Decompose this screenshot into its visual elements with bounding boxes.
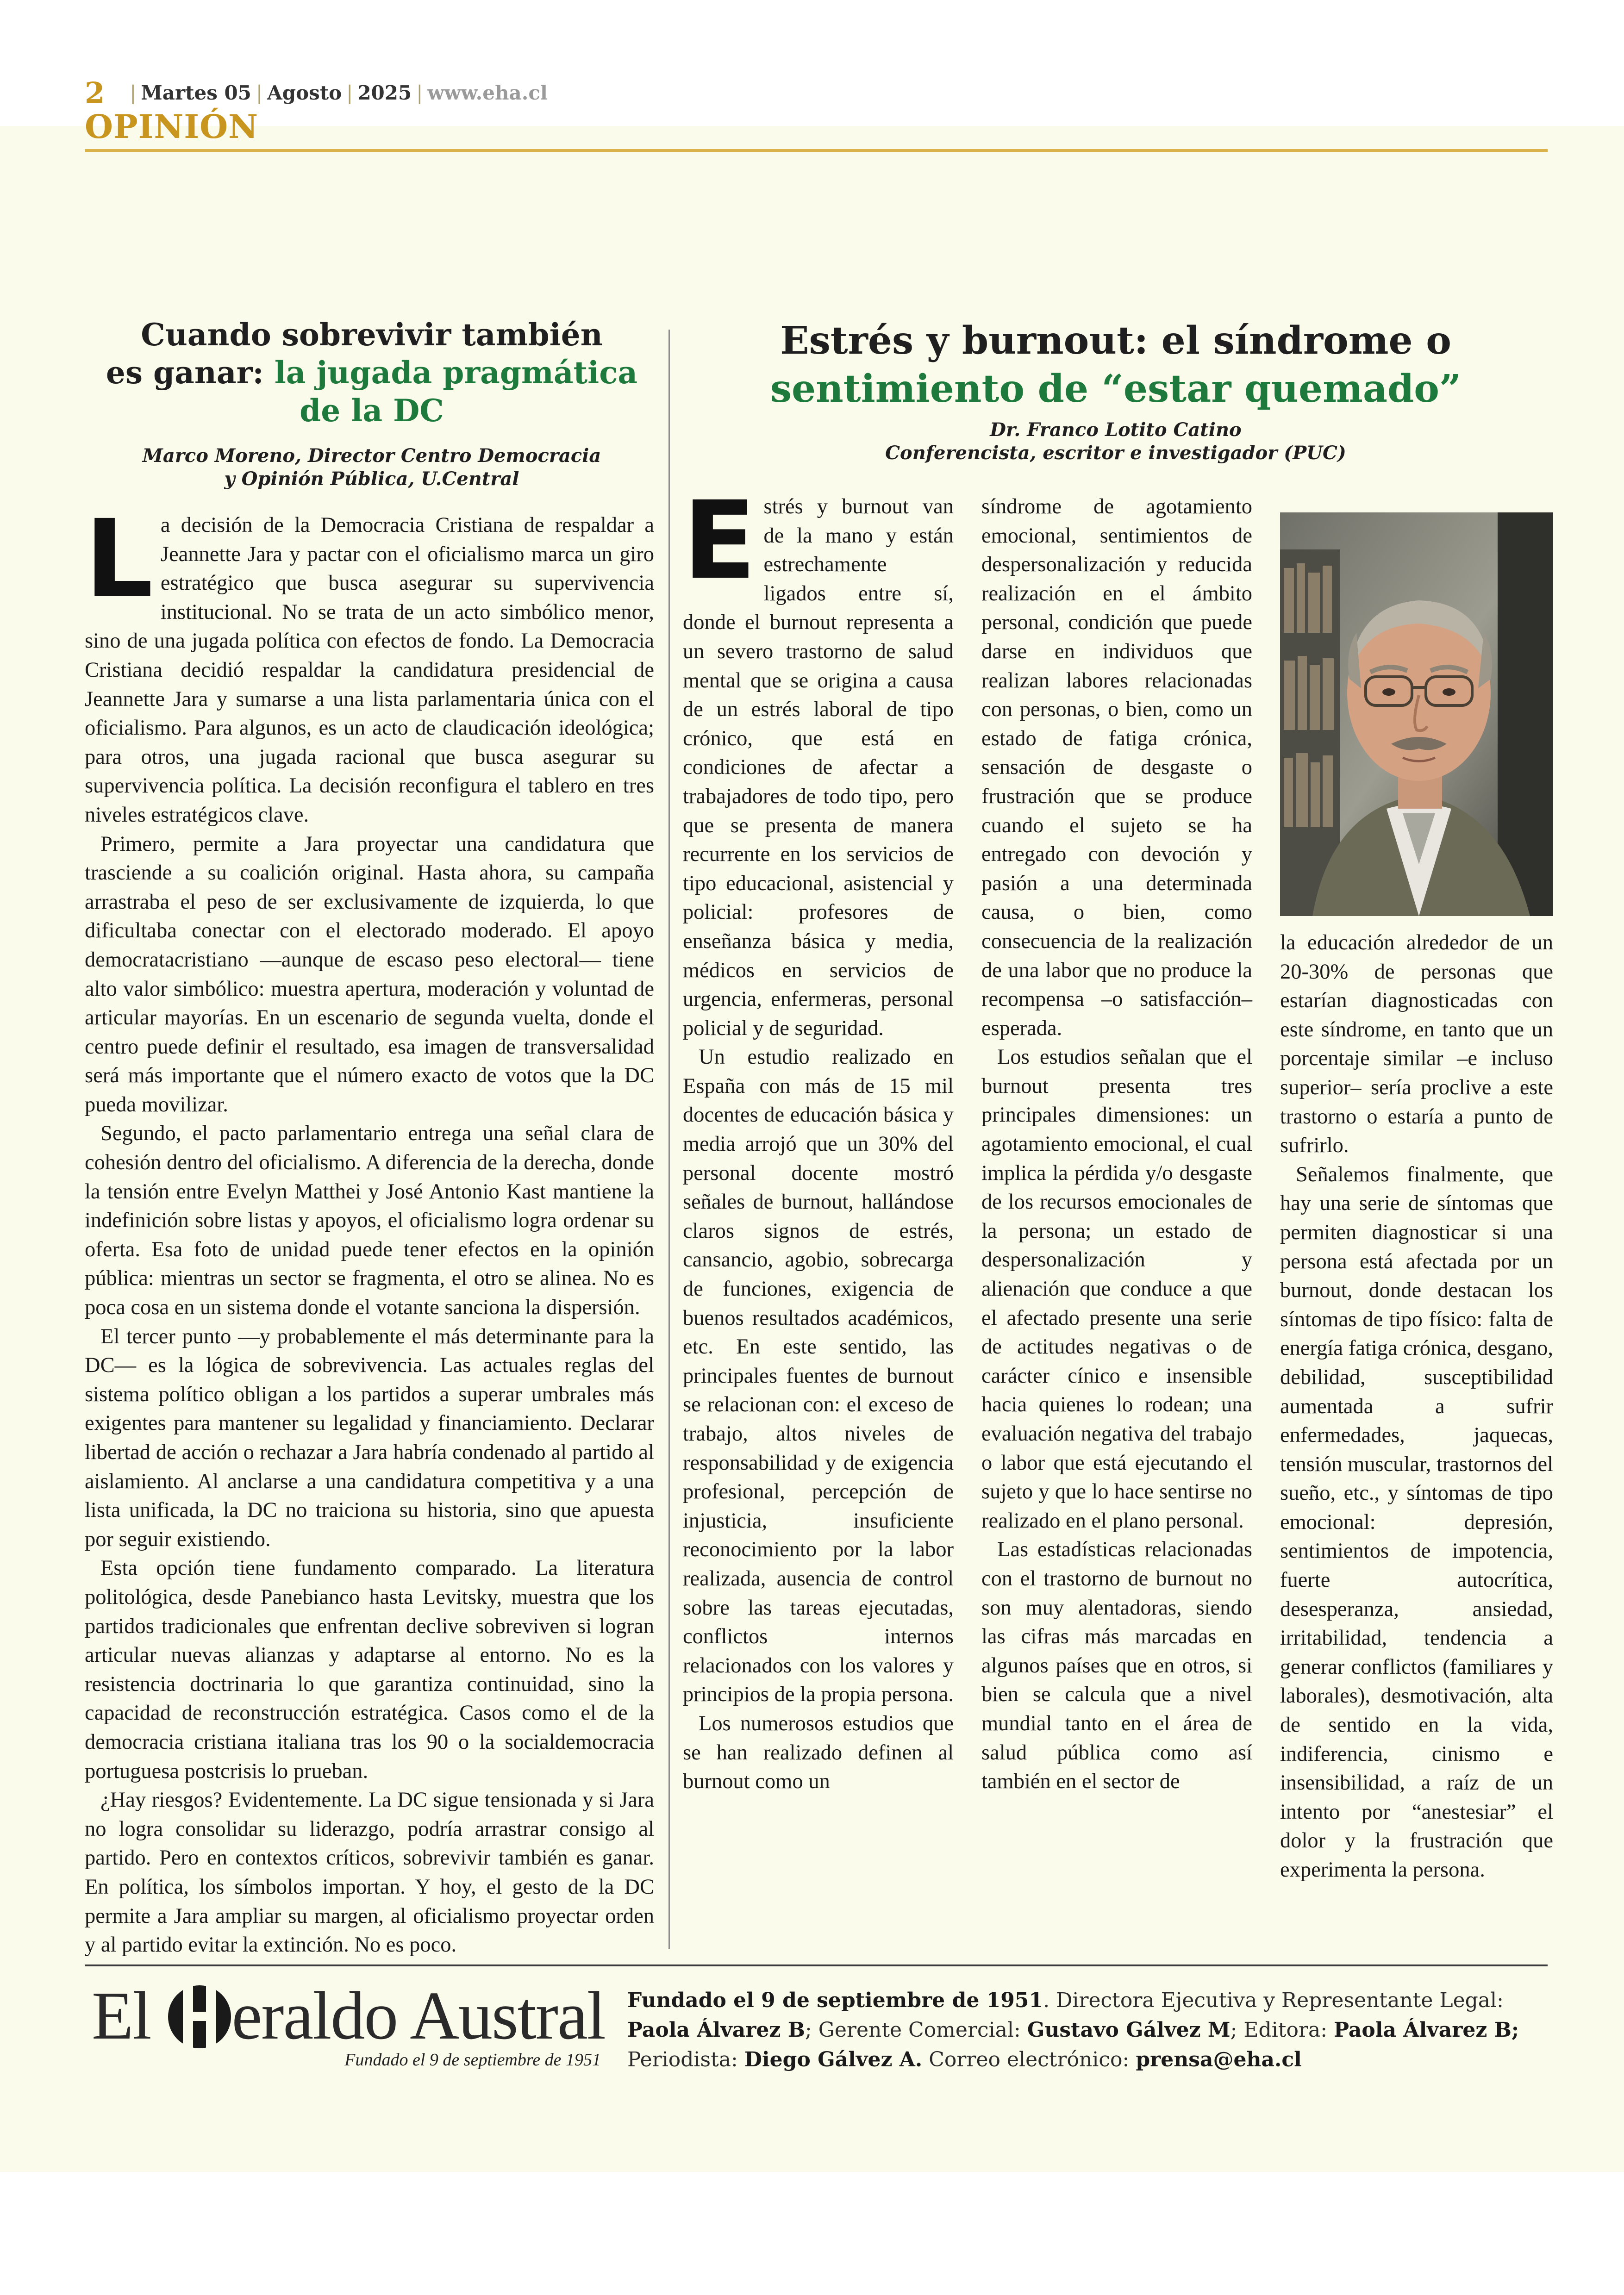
header-month: Agosto: [267, 81, 342, 104]
paragraph: Los estudios señalan que el burnout presenta tres principales dimensiones: un agotamiento emocional, el cual implica la pérdida y/o desgaste de los recursos emocionales de la persona; un estado de despersonalización y alienación que conduce a que el afectado presente una serie de actitudes negativas o de carácter cínico e insensible hacia quienes lo rodean; una evaluación negativa del trabajo o labor que está ejecutando el sujeto y que lo hace sentirse no realizado en el plano personal.: [981, 1045, 1252, 1533]
footer-divider: [85, 1964, 1548, 1966]
paragraph: Los numerosos estudios que se han realizado definen al burnout como un: [683, 1711, 954, 1794]
section-title: OPINIÓN: [85, 107, 259, 146]
left-article-headline: Cuando sobrevivir también es ganar: la jugada pragmática de la DC: [106, 317, 638, 429]
paragraph: Un estudio realizado en España con más de 15 mil docentes de educación básica y media arrojó que un 30% del personal docente mostró señales de burnout, hallándose claros signos de estrés, cansancio, agobio, sobrecarga de funciones, exigencia de buenos resultados académicos, etc. En este sentido, las principales fuentes de burnout se relacionan con: el exceso de trabajo, altos niveles de responsabilidad y de exigencia profesional, percepción de injusticia, insuficiente reconocimiento por la labor realizada, ausencia de control sobre las tareas ejecutadas, conflictos internos relacionados con los valores y principios de la propia persona.: [683, 1045, 954, 1707]
left-article-byline: Marco Moreno, Director Centro Democracia y Opinión Pública, U.Central: [142, 445, 601, 490]
newspaper-logo[interactable]: El eraldo Austral Fundado el 9 de septiembre de 1951: [92, 1978, 605, 2070]
column-divider: [668, 330, 670, 1949]
right-article-headline: Estrés y burnout: el síndrome o sentimiento de “estar quemado”: [770, 318, 1462, 411]
author-photo: [1280, 512, 1553, 916]
left-article-body: [85, 497, 654, 1960]
paragraph: Las estadísticas relacionadas con el trastorno de burnout no son muy alentadoras, siendo las cifras más marcadas en algunos países que en otros, si bien se calcula que a nivel mundial tanto en el área de salud pública como así también en el sector de: [981, 1538, 1252, 1794]
page-header: 2 | Martes 05 | Agosto | 2025 | www.eha.cl: [85, 75, 548, 110]
footer-manager: Gustavo Gálvez M: [1027, 2018, 1230, 2042]
paragraph: síndrome de agotamiento emocional, sentimientos de despersonalización y reducida realización en el ámbito personal, condición que puede darse en individuos que realizan labores relacionadas con personas, o bien, como un estado de fatiga crónica, sensación de desgaste o frustración que se produce cuando el sujeto se ha entregado con devoción y pasión a una determinada causa, o bien, como consecuencia de la realización de una labor que no produce la recompensa –o satisfacción– esperada.: [981, 495, 1252, 1040]
header-day: Martes 05: [141, 81, 251, 104]
paragraph: a decisión de la Democracia Cristiana de respaldar a Jeannette Jara y pactar con el oficialismo marca un giro estratégico que busca asegurar su supervivencia institucional. No se trata de un acto simbólico menor, sino de una jugada política con efectos de fondo. La Democracia Cristiana decidió respaldar la candidatura presidencial de Jeannette Jara y sumarse a una lista parlamentaria única con el oficialismo. Para algunos, es un acto de claudicación ideológica; para otros, una jugada racional que busca asegurar su supervivencia política. La decisión reconfigura el tablero en tres niveles estratégicos clave.: [85, 513, 654, 827]
footer-director: Paola Álvarez B: [627, 2018, 805, 2042]
paragraph: Primero, permite a Jara proyectar una candidatura que trasciende a su coalición original. Hasta ahora, su campaña arrastraba el peso de ser exclusivamente de izquierda, lo que dificultaba conectar con el electorado moderado. El apoyo democratacristiano —aunque de escaso peso electoral— tiene alto valor simbólico: muestra apertura, moderación y voluntad de articular mayorías. En un escenario de segunda vuelta, donde el centro puede definir el resultado, esa imagen de transversalidad será más importante que el número exacto de votos que la DC pueda movilizar.: [85, 832, 654, 1116]
dropcap-letter: E: [683, 478, 756, 603]
right-article-column-1: [683, 478, 954, 1796]
right-article-byline: Dr. Franco Lotito Catino Conferencista, escritor e investigador (PUC): [885, 419, 1346, 464]
right-article-column-3: [1280, 929, 1553, 1885]
logo-h-emblem: [167, 1977, 232, 2056]
paragraph: strés y burnout van de la mano y están estrechamente ligados entre sí, donde el burnout representa a un severo trastorno de salud mental que se origina a causa de un estrés laboral de tipo crónico, que está en condiciones de afectar a trabajadores de todo tipo, pero que se presenta de manera recurrente en los servicios de tipo educacional, asistencial y policial: profesores de enseñanza básica y media, médicos en servicios de urgencia, enfermeras, personal policial y de seguridad.: [683, 495, 954, 1040]
paragraph: El tercer punto —y probablemente el más determinante para la DC— es la lógica de sobrevivencia. Las actuales reglas del sistema político obligan a los partidos a superar umbrales más exigentes para mantener su legalidad y financiamiento. Declarar libertad de acción o rechazar a Jara habría condenado al partido al aislamiento. Al anclarse a una candidatura competitiva y a una lista unificada, la DC no traiciona su historia, sino que apuesta por seguir existiendo.: [85, 1324, 654, 1551]
author-portrait-illustration: [1280, 512, 1553, 916]
paragraph: la educación alrededor de un 20-30% de personas que estarían diagnosticadas con este síndrome, en tanto que un porcentaje similar –e incluso superior– sería proclive a este trastorno o estaría a punto de sufrirlo.: [1280, 931, 1553, 1158]
dropcap-letter: L: [85, 497, 153, 622]
footer-journalist: Diego Gálvez A.: [744, 2048, 923, 2071]
header-url[interactable]: www.eha.cl: [427, 81, 548, 104]
footer-email-link[interactable]: prensa@eha.cl: [1136, 2048, 1302, 2071]
paragraph: Señalemos finalmente, que hay una serie de síntomas que permiten diagnosticar si una persona está afectada por un burnout, donde destacan los síntomas de tipo físico: falta de energía fatiga crónica, desgano, debilidad, susceptibilidad aumentada a sufrir enfermedades, jaquecas, tensión muscular, trastornos del sueño, etc., y síntomas de tipo emocional: depresión, sentimientos de impotencia, fuerte autocrítica, desesperanza, ansiedad, irritabilidad, tendencia a generar conflictos (familiares y laborales), desmotivación, alta de sentido en la vida, indiferencia, cinismo e insensibilidad, a raíz de un intento por “anestesiar” el dolor y la frustración que experimenta la persona.: [1280, 1162, 1553, 1882]
page-number: 2: [85, 75, 105, 110]
footer-founded: Fundado el 9 de septiembre de 1951: [627, 1989, 1043, 2012]
header-year: 2025: [357, 81, 412, 104]
paragraph: Segundo, el pacto parlamentario entrega una señal clara de cohesión dentro del oficialismo. A diferencia de la derecha, donde la tensión entre Evelyn Matthei y José Antonio Kast mantiene la indefinición sobre listas y apoyos, el oficialismo logra ordenar su oferta. Esa foto de unidad puede tener efectos en la opinión pública: mientras un sector se fragmenta, el otro se alinea. No es poca cosa en un sistema donde el votante sanciona la dispersión.: [85, 1122, 654, 1320]
paragraph: Esta opción tiene fundamento comparado. La literatura politológica, desde Panebianco hasta Levitsky, muestra que los partidos tradicionales que enfrentan declive sobreviven si logran articular nuevas alianzas y adaptarse al entorno. No es la resistencia doctrinaria lo que garantiza continuidad, sino la capacidad de reconstrucción estratégica. Casos como el de la democracia cristiana italiana tras los 90 o la socialdemocracia portuguesa postcrisis lo prueban.: [85, 1556, 654, 1783]
footer-editor: Paola Álvarez B;: [1334, 2018, 1519, 2042]
section-divider: [85, 149, 1548, 152]
paragraph: ¿Hay riesgos? Evidentemente. La DC sigue tensionada y si Jara no logra consolidar su liderazgo, podría arrastrar consigo al partido. Pero en contextos críticos, sobrevivir también es ganar. En política, los símbolos importan. Y hoy, el gesto de la DC permite a Jara ampliar su margen, al oficialismo proyectar orden y al partido evitar la extinción. No es poco.: [85, 1788, 654, 1957]
logo-tagline: Fundado el 9 de septiembre de 1951: [344, 2050, 601, 2070]
footer-credits: Fundado el 9 de septiembre de 1951. Directora Ejecutiva y Representante Legal: Paola Álvarez B; Gerente Comercial: Gustavo Gálvez M; Editora: Paola Álvarez B; Periodista: Diego Gálvez A. Correo electrónico: prensa@eha.cl: [627, 1989, 1519, 2071]
right-article-column-2: [981, 493, 1252, 1796]
